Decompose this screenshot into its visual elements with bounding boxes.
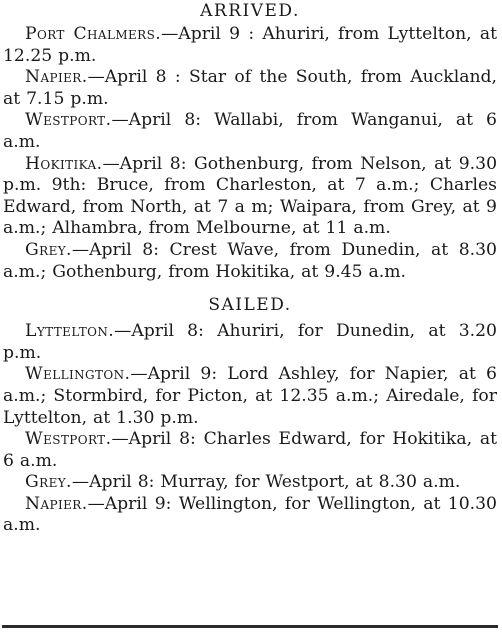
bottom-rule (2, 625, 498, 628)
entry-text: —April 8: Crest Wave, from Dunedin, at 8.30 a.m.; Gothenburg, from Hokitika, at 9.45 a.m. (3, 239, 497, 282)
sailing-entry (3, 494, 497, 537)
sailing-entry (3, 429, 497, 472)
entry-text: —April 8 : Star of the South, from Auckland, at 7.15 p.m. (3, 67, 497, 109)
entry-text: —April 8: Wallabi, from Wanganui, at 6 a.m. (3, 110, 497, 152)
entry-text: —April 8: Ahuriri, for Dunedin, at 3.20 p.m. (3, 321, 497, 363)
port-name: Grey. (25, 472, 72, 493)
entry-text: —April 9 : Ahuriri, from Lyttelton, at 12.25 p.m. (3, 24, 497, 66)
port-name: Grey. (25, 239, 72, 260)
arrival-entry (3, 154, 497, 240)
arrival-entry (3, 110, 497, 153)
arrival-entry (3, 24, 497, 67)
port-name: Lyttelton. (25, 321, 115, 342)
port-name: Napier. (25, 67, 88, 88)
entry-text: —April 9: Lord Ashley, for Napier, at 6 a.m.; Stormbird, for Picton, at 12.35 a.m.; Airedale, for Lyttelton, at 1.30 p.m. (3, 364, 497, 428)
port-name: Hokitika. (25, 153, 103, 174)
sailing-entry (3, 321, 497, 364)
sailing-entry (3, 364, 497, 429)
entry-text: —April 8: Charles Edward, for Hokitika, at 6 a.m. (3, 429, 497, 471)
port-name: Wellington. (25, 364, 131, 385)
entry-text: —April 8: Murray, for Westport, at 8.30 a.m. (71, 472, 461, 493)
sailed-heading: SAILED. (208, 295, 292, 316)
arrival-entry (3, 240, 497, 283)
port-name: Westport. (25, 110, 112, 131)
arrived-heading: ARRIVED. (200, 1, 300, 21)
sailing-entry (3, 472, 497, 494)
shipping-column (3, 0, 497, 537)
port-name: Napier. (25, 493, 88, 514)
port-name: Port Chalmers. (25, 24, 162, 44)
arrival-entry (3, 67, 497, 110)
entry-text: —April 8: Gothenburg, from Nelson, at 9.30 p.m. 9th: Bruce, from Charleston, at 7 a.m.; Charles Edward, from North, at 7 a m; Waipara, from Grey, at 9 a.m.; Alhambra, from Melbourne, at 11 a.m. (3, 153, 497, 239)
entry-text: —April 9: Wellington, for Wellington, at 10.30 a.m. (3, 493, 497, 536)
port-name: Westport. (25, 429, 112, 450)
